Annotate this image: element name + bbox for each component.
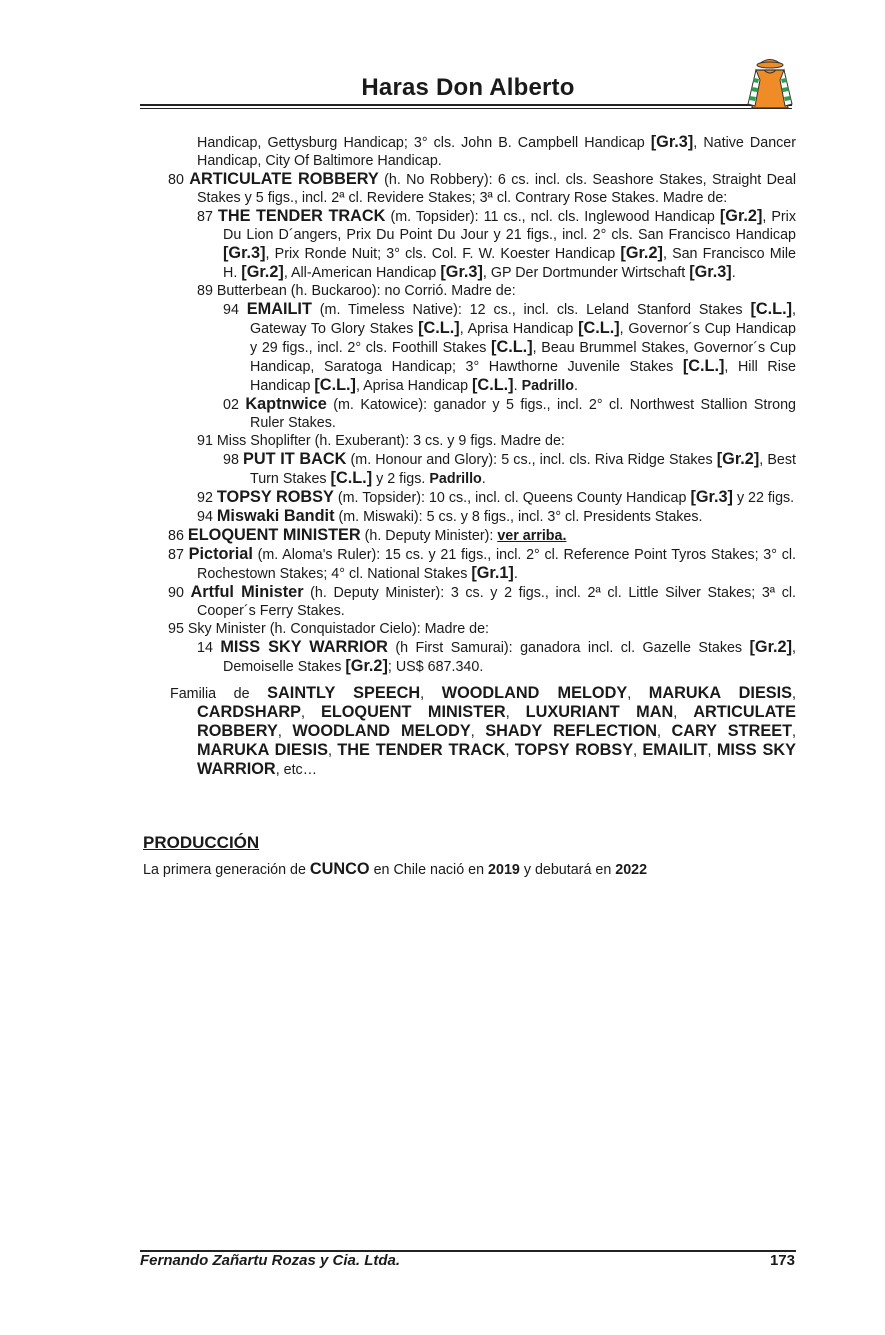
year: 2022 [615,862,648,878]
text: (m. Honour and Glory): 5 cs., incl. cls. Riva Ridge Stakes [346,452,717,468]
sep: , [673,705,694,721]
grade: [Gr.1] [471,564,514,582]
grade: [C.L.] [330,469,373,487]
grade: [Gr.2] [719,207,763,225]
text: . [513,378,522,394]
horse-name: SHADY REFLECTION [485,722,657,740]
sep: , [657,724,672,740]
text: , Demoiselle Stakes [223,640,796,675]
year: 02 [223,397,246,413]
page-header-title: Haras Don Alberto [361,74,575,101]
sep: , [792,724,797,740]
pedigree-line [140,526,796,545]
sep: , [707,743,717,759]
pedigree-line [140,432,796,450]
horse-name: WOODLAND MELODY [292,722,471,740]
horse-name: MISS SKY WARRIOR [220,638,388,656]
header-rule [140,104,792,106]
horse-name: CARDSHARP [197,703,302,721]
sep: , [505,743,515,759]
grade: [C.L.] [418,319,460,337]
year: 14 [197,640,221,656]
ver-arriba-reference: ver arriba. [497,528,567,544]
text: en Chile nació en [369,862,489,878]
year: 90 [168,585,191,601]
sep: , [420,686,442,702]
text: (m. Timeless Native): 12 cs., incl. cls. Leland Stanford Stakes [311,302,751,318]
grade: [C.L.] [472,376,514,394]
sep: , [505,705,526,721]
sep: , [328,743,338,759]
familia-paragraph [140,684,796,779]
text: , Governor´s Cup Handicap y 29 figs., incl. 2° cls. Foothill Stakes [250,321,797,356]
horse-name: Pictorial [188,545,253,563]
horse-name: Kaptnwice [245,395,327,413]
horse-name: EMAILIT [246,300,312,318]
text: 91 Miss Shoplifter (h. Exuberant): 3 cs. y 9 figs. Madre de: [197,433,565,449]
text: , Gateway To Glory Stakes [250,302,797,337]
grade: [Gr.3] [223,244,266,262]
year: 2019 [488,862,520,878]
year: 80 [168,172,190,188]
pedigree-line [140,207,796,282]
sep: , [470,724,486,740]
year: 86 [168,528,188,544]
text: y 22 figs. [732,490,795,506]
pedigree-line [140,583,796,620]
grade: [Gr.2] [749,638,793,656]
page-number: 173 [769,1252,795,1269]
text: (h. Deputy Minister): [360,528,498,544]
text: . [481,471,486,487]
sep: , etc… [275,762,318,778]
pedigree-line [140,507,796,526]
text: , GP Der Dortmunder Wirtschaft [482,265,690,281]
padrillo-label: Padrillo [521,378,574,394]
text: , Beau Brummel Stakes, Governor´s Cup Handicap, Saratoga Handicap; 3° Hawthorne Juvenile Stakes [250,340,796,375]
horse-name: PUT IT BACK [243,450,347,468]
horse-name: ELOQUENT MINISTER [320,703,506,721]
grade: [Gr.2] [716,450,760,468]
horse-name: MARUKA DIESIS [648,684,793,702]
text: , Best Turn Stakes [250,452,796,487]
horse-name: Miswaki Bandit [216,507,335,525]
horse-name: THE TENDER TRACK [337,741,506,759]
grade: [Gr.3] [650,133,694,151]
text: y debutará en [519,862,616,878]
text: ; US$ 687.340. [387,659,484,675]
grade: [C.L.] [491,338,533,356]
text: y 2 figs. [372,471,430,487]
grade: [C.L.] [682,357,725,375]
pedigree-line [140,395,796,432]
text: 89 Butterbean (h. Buckaroo): no Corrió. Madre de: [197,283,516,299]
horse-name: ARTICULATE ROBBERY [197,703,796,740]
grade: [Gr.3] [690,488,733,506]
pedigree-line [140,545,796,583]
produccion-text [143,860,647,879]
horse-name: EMAILIT [642,741,708,759]
text: , Aprisa Handicap [459,321,579,337]
text: (m. Topsider): 11 cs., ncl. cls. Inglewood Handicap [385,209,720,225]
text: La primera generación de [143,862,310,878]
text: , Prix Du Lion D´angers, Prix Du Point Du Jour y 21 figs., incl. 2° cls. San Francisco Handicap [223,209,796,243]
pedigree-line [140,638,796,676]
horse-name: TOPSY ROBSY [514,741,634,759]
grade: [C.L.] [578,319,620,337]
horse-name: THE TENDER TRACK [217,207,386,225]
horse-name: MARUKA DIESIS [197,741,328,759]
sep: , [792,686,797,702]
pedigree-line [140,488,796,507]
text: (m. Miswaki): 5 cs. y 8 figs., incl. 3° cl. Presidents Stakes. [334,509,703,525]
header-rule-thin [140,108,792,109]
sep: , [277,724,293,740]
text: , Prix Ronde Nuit; 3° cls. Col. F. W. Koester Handicap [265,246,621,262]
grade: [Gr.2] [241,263,284,281]
year: 94 [223,302,247,318]
pedigree-line [140,170,796,207]
text: (h First Samurai): ganadora incl. cl. Gazelle Stakes [387,640,750,656]
year: 92 [197,490,217,506]
grade: [Gr.2] [620,244,663,262]
year: 87 [197,209,218,225]
text: , Native Dancer Handicap, City Of Baltimore Handicap. [197,135,797,169]
grade: [C.L.] [750,300,793,318]
sep: , [633,743,643,759]
pedigree-line [140,450,796,488]
pedigree-body [140,133,796,779]
horse-name: ARTICULATE ROBBERY [189,170,379,188]
pedigree-line [140,282,796,300]
year: 98 [223,452,244,468]
text: . [574,378,578,394]
pedigree-line [140,300,796,395]
text: (m. Aloma's Ruler): 15 cs. y 21 figs., incl. 2° cl. Reference Point Tyros Stakes; 3° cl. Rochestown Stakes; 4° cl. National Stakes [197,547,796,582]
text: Familia de [170,686,268,702]
text: , All-American Handicap [283,265,441,281]
horse-name: TOPSY ROBSY [216,488,334,506]
pedigree-line [140,133,796,170]
text: , San Francisco Mile H. [223,246,797,281]
horse-name: ELOQUENT MINISTER [187,526,361,544]
grade: [C.L.] [314,376,356,394]
jockey-silks-icon [744,52,796,112]
sep: , [627,686,649,702]
grade: [Gr.2] [345,657,388,675]
text: , Hill Rise Handicap [250,359,796,394]
horse-name: Artful Minister [190,583,304,601]
produccion-heading: PRODUCCIÓN [143,833,260,852]
horse-name: WOODLAND MELODY [441,684,628,702]
horse-name: LUXURIANT MAN [525,703,674,721]
footer-company: Fernando Zañartu Rozas y Cia. Ltda. [140,1252,401,1269]
text: 95 Sky Minister (h. Conquistador Cielo): Madre de: [168,621,490,637]
year: 94 [197,509,217,525]
text: , Aprisa Handicap [355,378,473,394]
text: (m. Katowice): ganador y 5 figs., incl. 2° cl. Northwest Stallion Strong Ruler Stakes. [250,397,797,431]
sep: , [301,705,321,721]
text: . [513,566,518,582]
text: (h. Deputy Minister): 3 cs. y 2 figs., incl. 2ª cl. Little Silver Stakes; 3ª cl. Cooper´s Ferry Stakes. [197,585,796,619]
horse-name: CUNCO [309,860,370,878]
horse-name: SAINTLY SPEECH [267,684,421,702]
horse-name: CARY STREET [671,722,793,740]
grade: [Gr.3] [689,263,732,281]
padrillo-label: Padrillo [429,471,482,487]
text: (h. No Robbery): 6 cs. incl. cls. Seashore Stakes, Straight Deal Stakes y 5 figs., incl. 2ª cl. Revidere Stakes; 3ª cl. Contrary Rose Stakes. Madre de: [197,172,797,206]
text: . [731,265,736,281]
grade: [Gr.3] [440,263,483,281]
text: (m. Topsider): 10 cs., incl. cl. Queens County Handicap [333,490,691,506]
year: 87 [168,547,189,563]
text: Handicap, Gettysburg Handicap; 3° cls. John B. Campbell Handicap [197,135,651,151]
pedigree-line [140,620,796,638]
horse-name: MISS SKY WARRIOR [197,741,796,778]
